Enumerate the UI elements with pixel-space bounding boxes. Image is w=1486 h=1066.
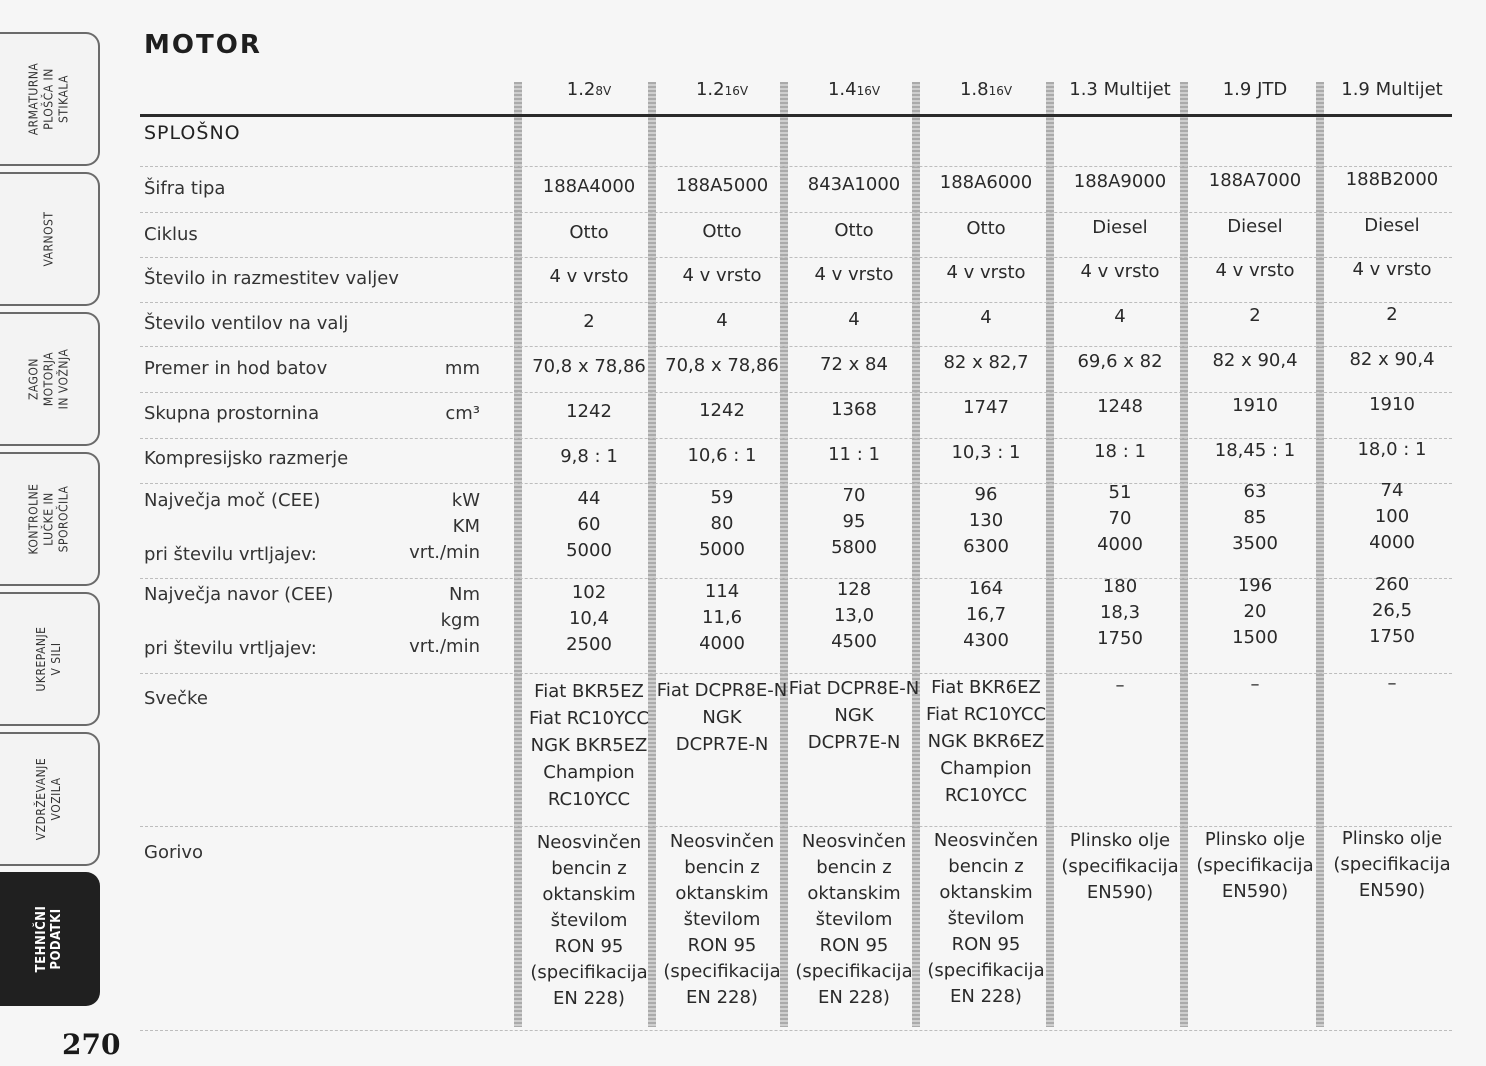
table-cell: oktanskim	[807, 882, 901, 904]
table-cell: EN590)	[1358, 880, 1426, 902]
table-cell: 4000	[1097, 534, 1143, 556]
table-cell: bencin z	[551, 858, 627, 879]
table-cell: številom	[683, 909, 761, 931]
table-cell: (specifikacija	[1196, 855, 1314, 876]
table-cell: RON 95	[951, 934, 1021, 956]
table-cell: 82 x 82,7	[943, 352, 1029, 374]
table-cell: 60	[577, 514, 601, 535]
table-cell: Fiat RC10YCC	[925, 703, 1047, 725]
table-cell: 180	[1102, 576, 1138, 598]
table-cell: EN 228)	[950, 986, 1022, 1008]
engine-spec-table	[140, 0, 1480, 1066]
chapter-tab-label: VARNOST	[41, 211, 56, 267]
chapter-tab[interactable]	[0, 32, 100, 166]
table-cell: 4000	[1369, 531, 1415, 553]
row-unit-navor: kgm	[440, 610, 480, 631]
table-cell: 18,45 : 1	[1214, 440, 1296, 461]
column-header-engine: 1.2	[695, 79, 725, 100]
table-cell: DCPR7E-N	[807, 732, 901, 754]
table-cell: 4300	[963, 629, 1009, 651]
table-cell: številom	[550, 910, 628, 931]
column-header-valves: 16V	[988, 84, 1013, 98]
table-cell: NGK BKR5EZ	[530, 735, 648, 756]
row-label-sifra: Šifra tipa	[144, 178, 226, 199]
table-cell: 1750	[1369, 625, 1415, 647]
table-cell: 188A9000	[1073, 171, 1167, 193]
table-cell: Otto	[834, 219, 874, 241]
table-cell: 188A5000	[675, 174, 769, 196]
table-cell: Otto	[569, 222, 609, 243]
table-cell: Fiat DCPR8E-N	[788, 678, 920, 700]
header-rule	[140, 114, 1452, 117]
column-header	[525, 74, 653, 106]
row-label-ventili: Število ventilov na valj	[144, 313, 349, 334]
column-header	[658, 74, 786, 106]
table-cell: NGK	[834, 705, 874, 727]
table-cell: Neosvinčen	[536, 832, 642, 853]
page-title: MOTOR	[144, 30, 262, 60]
table-cell: številom	[947, 908, 1025, 930]
table-cell: 4 v vrsto	[1215, 260, 1295, 281]
row-label-navor: Največja navor (CEE)	[144, 584, 334, 605]
chapter-tab-label: TEHNIČNI PODATKI	[34, 905, 64, 973]
table-cell: Neosvinčen	[801, 830, 907, 852]
table-cell: Neosvinčen	[933, 830, 1039, 852]
table-cell: (specifikacija	[1333, 854, 1451, 876]
chapter-tab-label: KONTROLNE LUČKE IN SPOROČILA	[26, 483, 71, 555]
table-cell: 130	[968, 509, 1004, 531]
table-cell: 95	[842, 511, 866, 533]
table-cell: 51	[1108, 482, 1132, 504]
table-cell: EN590)	[1221, 881, 1289, 902]
table-cell: Fiat RC10YCC	[528, 708, 650, 729]
row-rule	[140, 212, 1452, 213]
table-cell: 6300	[963, 535, 1009, 557]
table-cell: 69,6 x 82	[1077, 351, 1163, 373]
table-cell: Champion	[543, 762, 635, 783]
table-cell: 85	[1243, 507, 1267, 528]
row-unit-moc: vrt./min	[409, 542, 480, 563]
column-header-engine: 1.4	[827, 79, 857, 100]
table-cell: 188B2000	[1345, 168, 1439, 190]
table-cell: (specifikacija	[795, 960, 913, 982]
column-header	[1328, 74, 1456, 106]
table-cell: 843A1000	[807, 173, 901, 195]
table-cell: Diesel	[1227, 216, 1283, 237]
section-heading: SPLOŠNO	[144, 122, 241, 144]
column-header-engine: 1.3 Multijet	[1069, 79, 1171, 100]
column-header-engine: 1.2	[566, 79, 596, 100]
table-cell: 164	[968, 577, 1004, 599]
table-cell: –	[1115, 675, 1125, 697]
table-cell: RC10YCC	[547, 789, 631, 810]
table-cell: 9,8 : 1	[560, 446, 618, 467]
table-cell: 1747	[963, 397, 1009, 419]
table-cell: 80	[710, 512, 734, 534]
chapter-tab-label: ARMATURNA PLOŠČA IN STIKALA	[26, 62, 71, 136]
table-cell: –	[1387, 672, 1397, 694]
chapter-tab[interactable]	[0, 872, 100, 1006]
column-header-engine: 1.8	[959, 79, 989, 100]
table-cell: EN 228)	[553, 988, 625, 1009]
table-cell: 1500	[1232, 627, 1278, 648]
table-cell: 70	[842, 485, 866, 507]
table-cell: RC10YCC	[944, 784, 1028, 806]
chapter-tab-label: ZAGON MOTORJA IN VOŽNJA	[26, 348, 71, 410]
row-label-navor-rpm: pri številu vrtljajev:	[144, 638, 317, 659]
row-unit-moc: kW	[451, 490, 480, 511]
table-cell: 2	[1386, 303, 1398, 325]
chapter-tab[interactable]	[0, 732, 100, 866]
row-label-valji: Število in razmestitev valjev	[144, 268, 399, 289]
table-cell: Diesel	[1364, 214, 1420, 236]
table-cell: 4500	[831, 631, 877, 653]
table-cell: 63	[1243, 481, 1267, 502]
table-cell: 1242	[699, 399, 745, 421]
table-cell: 4000	[699, 632, 745, 654]
column-divider	[514, 82, 522, 1027]
table-cell: 10,3 : 1	[951, 442, 1021, 464]
table-cell: 11 : 1	[828, 443, 880, 465]
table-cell: 2500	[566, 634, 612, 655]
table-cell: 96	[974, 483, 998, 505]
chapter-tab-label: VZDRŽEVANJE VOZILA	[34, 757, 63, 841]
chapter-tab[interactable]	[0, 172, 100, 306]
table-cell: 4 v vrsto	[946, 262, 1026, 284]
table-cell: 188A6000	[939, 172, 1033, 194]
table-cell: 16,7	[965, 603, 1007, 625]
column-header-engine: 1.9 JTD	[1222, 79, 1288, 100]
table-cell: Plinsko olje	[1069, 829, 1171, 851]
table-cell: 26,5	[1371, 599, 1413, 621]
table-cell: 1242	[566, 401, 612, 422]
table-cell: 11,6	[701, 606, 743, 628]
table-cell: 59	[710, 486, 734, 508]
table-cell: oktanskim	[542, 884, 636, 905]
table-cell: 10,6 : 1	[687, 444, 757, 466]
column-header	[1056, 74, 1184, 106]
table-cell: 18,0 : 1	[1357, 438, 1427, 460]
table-cell: 1910	[1232, 395, 1278, 416]
table-cell: 4	[1114, 306, 1126, 328]
table-cell: oktanskim	[939, 882, 1033, 904]
table-cell: 3500	[1232, 533, 1278, 554]
table-cell: 4 v vrsto	[549, 266, 629, 287]
page-number: 270	[62, 1028, 121, 1061]
table-cell: 74	[1380, 479, 1404, 501]
row-unit-navor: vrt./min	[409, 636, 480, 657]
table-cell: 188A4000	[542, 176, 636, 197]
row-unit-premer: mm	[444, 358, 480, 379]
table-cell: 4 v vrsto	[682, 264, 762, 286]
table-cell: 82 x 90,4	[1349, 348, 1435, 370]
table-cell: 1248	[1097, 396, 1143, 418]
table-cell: 70,8 x 78,86	[532, 356, 646, 377]
table-cell: Neosvinčen	[669, 831, 775, 853]
table-cell: oktanskim	[675, 883, 769, 905]
table-cell: 18,3	[1099, 602, 1141, 624]
table-cell: 128	[836, 579, 872, 601]
table-cell: 4 v vrsto	[1352, 258, 1432, 280]
row-rule	[140, 1030, 1452, 1031]
table-cell: 72 x 84	[820, 353, 888, 375]
row-label-gorivo: Gorivo	[144, 842, 204, 863]
table-cell: (specifikacija	[1061, 855, 1179, 877]
table-cell: EN 228)	[818, 986, 890, 1008]
table-cell: (specifikacija	[530, 962, 648, 983]
row-unit-prostornina: cm³	[445, 403, 480, 424]
table-cell: –	[1250, 674, 1260, 695]
column-header-valves: 8V	[595, 84, 612, 98]
table-cell: 20	[1243, 601, 1267, 622]
table-cell: 1368	[831, 398, 877, 420]
row-label-premer: Premer in hod batov	[144, 358, 328, 379]
table-cell: 70	[1108, 508, 1132, 530]
table-cell: DCPR7E-N	[675, 733, 769, 755]
table-cell: 5800	[831, 537, 877, 559]
table-cell: EN 228)	[686, 987, 758, 1009]
table-cell: 5000	[566, 540, 612, 561]
table-cell: Otto	[702, 220, 742, 242]
table-cell: bencin z	[684, 857, 760, 879]
row-unit-moc: KM	[452, 516, 480, 537]
table-cell: 196	[1237, 575, 1273, 596]
table-cell: 188A7000	[1208, 170, 1302, 191]
table-cell: RON 95	[554, 936, 624, 957]
table-cell: 4 v vrsto	[814, 263, 894, 285]
table-cell: 100	[1374, 505, 1410, 527]
table-cell: RON 95	[687, 935, 757, 957]
chapter-tab[interactable]	[0, 592, 100, 726]
table-cell: 1910	[1369, 393, 1415, 415]
table-cell: Fiat BKR6EZ	[931, 676, 1041, 698]
row-unit-navor: Nm	[449, 584, 480, 605]
column-header-valves: 16V	[724, 84, 749, 98]
table-cell: EN590)	[1086, 881, 1154, 903]
table-cell: 4	[848, 308, 860, 330]
row-label-prostornina: Skupna prostornina	[144, 403, 320, 424]
table-cell: Fiat DCPR8E-N	[656, 679, 788, 701]
table-cell: Plinsko olje	[1204, 829, 1306, 850]
column-header	[922, 74, 1050, 106]
table-cell: (specifikacija	[663, 961, 781, 983]
row-label-moc-rpm: pri številu vrtljajev:	[144, 544, 317, 565]
column-header	[1191, 74, 1319, 106]
table-cell: Otto	[966, 218, 1006, 240]
column-header-valves: 16V	[856, 84, 881, 98]
table-cell: 44	[577, 488, 601, 509]
table-cell: 2	[1249, 305, 1261, 326]
table-cell: 70,8 x 78,86	[665, 354, 779, 376]
table-cell: Diesel	[1092, 217, 1148, 239]
table-cell: bencin z	[948, 856, 1024, 878]
table-cell: Plinsko olje	[1341, 828, 1443, 850]
table-cell: 2	[583, 311, 595, 332]
table-cell: 114	[704, 580, 740, 602]
table-cell: 5000	[699, 538, 745, 560]
table-cell: številom	[815, 908, 893, 930]
chapter-tab[interactable]	[0, 452, 100, 586]
table-cell: 18 : 1	[1094, 441, 1146, 463]
row-rule	[140, 166, 1452, 167]
table-cell: 102	[571, 582, 607, 603]
table-cell: 10,4	[568, 608, 610, 629]
table-cell: NGK	[702, 706, 742, 728]
table-cell: 13,0	[833, 605, 875, 627]
table-cell: 82 x 90,4	[1212, 350, 1298, 371]
column-header	[790, 74, 918, 106]
table-cell: 4 v vrsto	[1080, 261, 1160, 283]
table-cell: NGK BKR6EZ	[927, 730, 1045, 752]
table-cell: 260	[1374, 573, 1410, 595]
table-cell: RON 95	[819, 934, 889, 956]
column-header-engine: 1.9 Multijet	[1341, 79, 1443, 100]
table-cell: Fiat BKR5EZ	[534, 681, 644, 702]
chapter-tab[interactable]	[0, 312, 100, 446]
row-label-moc: Največja moč (CEE)	[144, 490, 321, 511]
table-cell: 1750	[1097, 628, 1143, 650]
table-cell: Champion	[940, 757, 1032, 779]
table-cell: 4	[716, 309, 728, 331]
table-cell: bencin z	[816, 856, 892, 878]
row-rule	[140, 346, 1452, 347]
chapter-tab-label: UKREPANJE V SILI	[34, 626, 63, 692]
row-label-kompresija: Kompresijsko razmerje	[144, 448, 349, 469]
row-label-ciklus: Ciklus	[144, 224, 198, 245]
table-cell: (specifikacija	[927, 960, 1045, 982]
table-cell: 4	[980, 307, 992, 329]
row-label-svecke: Svečke	[144, 688, 208, 709]
